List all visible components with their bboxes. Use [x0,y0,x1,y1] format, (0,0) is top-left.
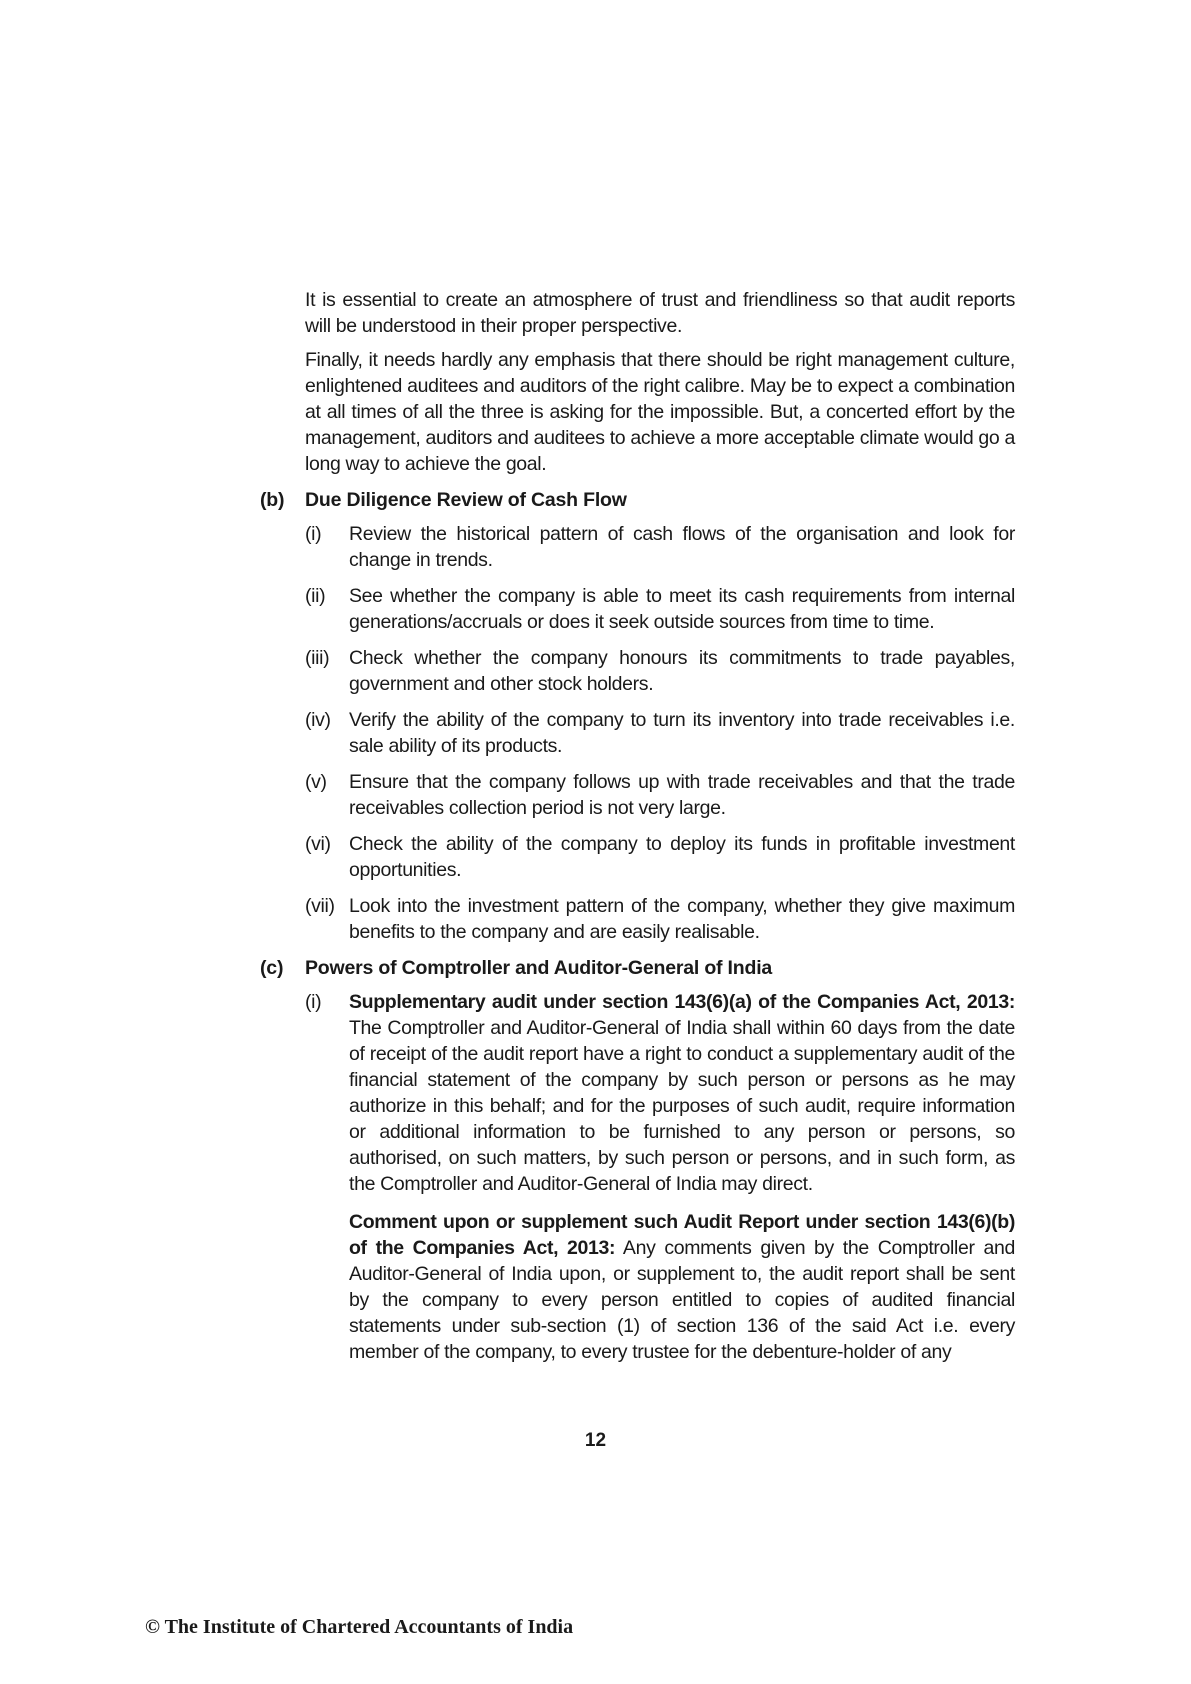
list-item-number: (i) [305,991,322,1013]
list-item-number: (i) [305,523,322,545]
list-item [305,707,1015,759]
list-item-text: Review the historical pattern of cash flows of the organisation and look for change in trends. [349,523,1015,571]
list-item-text: See whether the company is able to meet its cash requirements from internal generations/accruals or does it seek outside sources from time to time. [349,585,1015,633]
list-item [305,583,1015,635]
intro-paragraph-2: Finally, it needs hardly any emphasis that there should be right management culture, enlightened auditees and auditors of the right calibre. May be to expect a combination at all times of all the three is asking for the impossible. But, a concerted effort by the management, auditors and auditees to achieve a more acceptable climate would go a long way to achieve the goal. [305,349,1015,475]
list-item-text: Check the ability of the company to deploy its funds in profitable investment opportunities. [349,833,1015,881]
list-item-number: (vi) [305,833,331,855]
list-item-text: Ensure that the company follows up with trade receivables and that the trade receivables collection period is not very large. [349,771,1015,819]
item-heading: Supplementary audit under section 143(6)(a) of the Companies Act, 2013: [349,991,1015,1013]
item-body: The Comptroller and Auditor-General of India shall within 60 days from the date of receipt of the audit report have a right to conduct a supplementary audit of the financial statement of the company by such person or persons as he may authorize in this behalf; and for the purposes of such audit, require information or additional information to be furnished to any person or persons, so authorised, on such matters, by such person or persons, and in such form, as the Comptroller and Auditor-General of India may direct. [349,1017,1015,1195]
section-c-heading [260,955,1015,981]
section-b-title: Due Diligence Review of Cash Flow [305,489,627,511]
footer-copyright: © The Institute of Chartered Accountants of India [145,1616,574,1638]
list-item [305,521,1015,573]
list-item-number: (ii) [305,585,326,607]
sub-paragraph [349,1209,1015,1365]
list-item [305,831,1015,883]
section-b-list [305,521,1015,945]
section-c-title: Powers of Comptroller and Auditor-General of India [305,957,773,979]
list-item-text: Verify the ability of the company to turn its inventory into trade receivables i.e. sale ability of its products. [349,709,1015,757]
list-item-text [349,989,1015,1197]
sub-paragraph-body: Any comments given by the Comptroller and Auditor-General of India upon, or supplement to, the audit report shall be sent by the company to every person entitled to copies of audited financial statements under sub-section (1) of section 136 of the said Act i.e. every member of the company, to every trustee for the debenture-holder of any [349,1237,1015,1363]
list-item [305,893,1015,945]
section-b-heading [260,487,1015,513]
section-c-list [305,989,1015,1365]
list-item-text: Look into the investment pattern of the company, whether they give maximum benefits to the company and are easily realisable. [349,895,1015,943]
list-item-number: (vii) [305,895,335,917]
list-item-number: (iii) [305,647,330,669]
list-item [305,989,1015,1197]
list-item [305,769,1015,821]
section-b-label: (b) [260,489,285,511]
list-item-number: (v) [305,771,327,793]
list-item-number: (iv) [305,709,331,731]
page-content [260,287,1015,1365]
intro-paragraph-1: It is essential to create an atmosphere of trust and friendliness so that audit reports will be understood in their proper perspective. [305,289,1015,337]
list-item-text: Check whether the company honours its commitments to trade payables, government and other stock holders. [349,647,1015,695]
list-item [305,645,1015,697]
sub-paragraph-heading: Comment upon or supplement such Audit Report under section 143(6)(b) of the Companies Act, 2013: [349,1211,1015,1259]
section-c-label: (c) [260,957,284,979]
page-number: 12 [584,1430,607,1451]
